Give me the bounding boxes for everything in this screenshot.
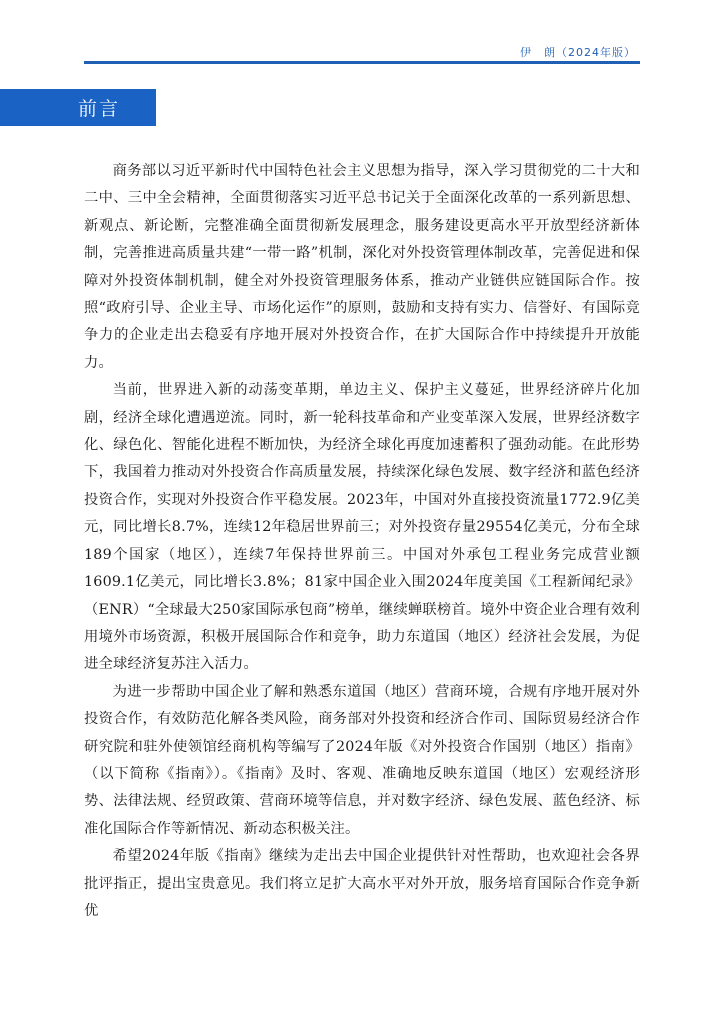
body-text	[84, 158, 640, 925]
paragraph-4: 希望2024年版《指南》继续为走出去中国企业提供针对性帮助，也欢迎社会各界批评指正，提出宝贵意见。我们将立足扩大高水平对外开放，服务培育国际合作竞争新优	[84, 848, 640, 919]
paragraph-2: 当前，世界进入新的动荡变革期，单边主义、保护主义蔓延，世界经济碎片化加剧，经济全球化遭遇逆流。同时，新一轮科技革命和产业变革深入发展，世界经济数字化、绿色化、智能化进程不断加快，为经济全球化再度加速蓄积了强劲动能。在此形势下，我国着力推动对外投资合作高质量发展，持续深化绿色发展、数字经济和蓝色经济投资合作，实现对外投资合作平稳发展。2023年，中国对外直接投资流量1772.9亿美元，同比增长8.7%，连续12年稳居世界前三；对外投资存量29554亿美元，分布全球189个国家（地区），连续7年保持世界前三。中国对外承包工程业务完成营业额1609.1亿美元，同比增长3.8%；81家中国企业入围2024年度美国《工程新闻纪录》（ENR）“全球最大250家国际承包商”榜单，继续蝉联榜首。境外中资企业合理有效利用境外市场资源，积极开展国际合作和竞争，助力东道国（地区）经济社会发展，为促进全球经济复苏注入活力。	[84, 382, 640, 673]
paragraph-1: 商务部以习近平新时代中国特色社会主义思想为指导，深入学习贯彻党的二十大和二中、三中全会精神，全面贯彻落实习近平总书记关于全面深化改革的一系列新思想、新观点、新论断，完整准确全面贯彻新发展理念，服务建设更高水平开放型经济新体制，完善推进高质量共建“一带一路”机制，深化对外投资管理体制改革，完善促进和保障对外投资体制机制，健全对外投资管理服务体系，推动产业链供应链国际合作。按照“政府引导、企业主导、市场化运作”的原则，鼓励和支持有实力、信誉好、有国际竞争力的企业走出去稳妥有序地开展对外投资合作，在扩大国际合作中持续提升开放能力。	[84, 163, 640, 371]
paragraph-3: 为进一步帮助中国企业了解和熟悉东道国（地区）营商环境，合规有序地开展对外投资合作，有效防范化解各类风险，商务部对外投资和经济合作司、国际贸易经济合作研究院和驻外使领馆经商机构等编写了2024年版《对外投资合作国别（地区）指南》（以下简称《指南》）。《指南》及时、客观、准确地反映东道国（地区）宏观经济形势、法律法规、经贸政策、营商环境等信息，并对数字经济、绿色发展、蓝色经济、标准化国际合作等新情况、新动态积极关注。	[84, 683, 640, 837]
section-tab	[0, 89, 156, 126]
running-header: 伊 朗（2024年版）	[520, 46, 636, 59]
header-rule	[84, 61, 640, 64]
section-title: 前言	[78, 98, 121, 120]
